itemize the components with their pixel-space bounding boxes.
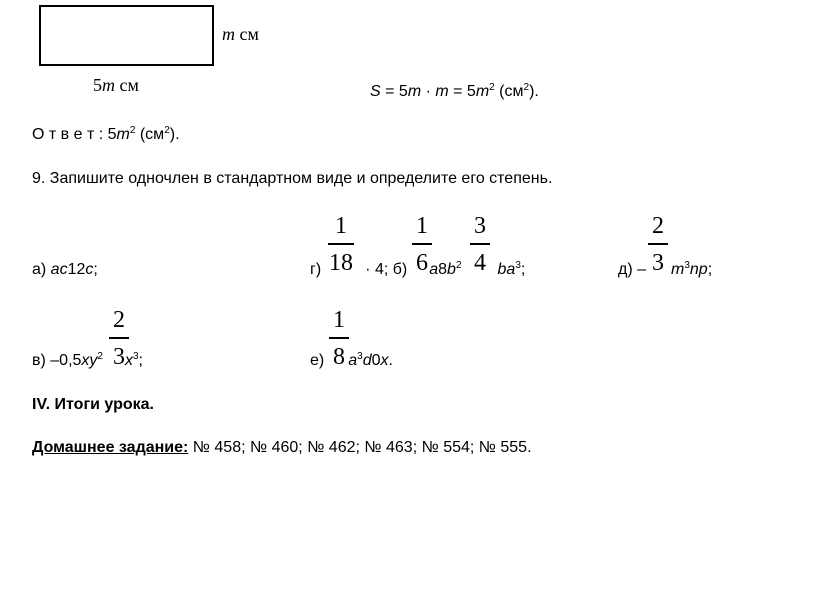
item-a: а) ac12c; [32,261,98,278]
area-formula: $S = 5m \cdot m = 5m^2$ $(см^2)$. [370,82,539,100]
homework-items: № 458; № 460; № 462; № 463; № 554; № 555. [192,439,532,456]
fraction-e-1-8: 1 8 [329,308,349,369]
fraction-g-1-18: 1 18 [329,213,353,276]
item-e: е) $a^3d0x$. [310,351,393,369]
item-v: в) $-0,5xy^2$ $x^3$; [32,351,143,369]
rectangle-figure [39,5,214,66]
fraction-v-2-3: 2 3 [109,308,129,369]
answer-line: О т в е т : $5m^2$ $(см^2)$. [32,125,180,143]
item-g-b: г) · 4; б) $a8b^2$ $ba^3$; [310,260,526,278]
rectangle-side-label: m см [222,24,259,44]
homework-label: Домашнее задание: [32,439,189,456]
fraction-b-1-6: 1 6 [412,214,432,275]
fraction-d-2-3: 2 3 [648,214,668,275]
task-9-statement: 9. Запишите одночлен в стандартном виде и определите его степень. [32,170,553,187]
homework-line [32,440,532,456]
fraction-b-3-4: 3 4 [470,214,490,275]
rectangle-bottom-label: 5m см [93,75,139,95]
section-iv-heading: IV. Итоги урока. [32,396,154,413]
item-d: $д) - m^3np$; [618,260,713,278]
